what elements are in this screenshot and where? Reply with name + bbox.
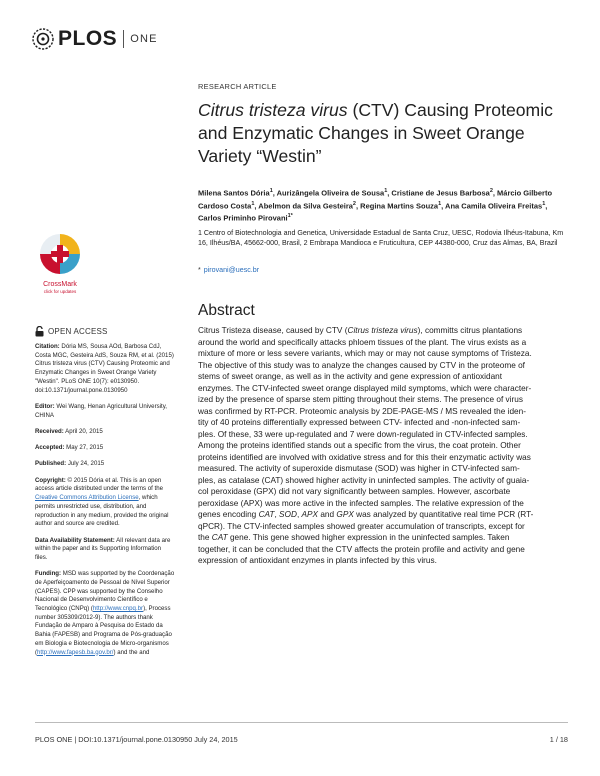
- abstract-body: [198, 325, 574, 567]
- journal-logo[interactable]: [31, 26, 158, 52]
- author-affiliation-marker: 1: [251, 200, 255, 207]
- abstract-line: ples, as catalase (CAT) showed higher activity in uninfected samples. The activity of guaia-: [198, 475, 530, 485]
- abstract-line: col peroxidase (GPX) did not vary significantly between samples. However, ascorbate: [198, 487, 511, 496]
- author-name[interactable]: Milena Santos Dória: [198, 188, 270, 198]
- author-name[interactable]: Márcio Gilberto Cardoso Costa: [198, 188, 553, 210]
- author-name[interactable]: Carlos Priminho Pirovani: [198, 213, 288, 223]
- funding-text: MSD was supported by the Coordenação de Aperfeiçoamento de Pessoal de Nível Superior (CAPES). CPP was supported by the Conselho Nacional de Desenvolvimento Científico e Tecnológico (CNPq) (: [35, 570, 175, 613]
- title-line-2: and Enzymatic Changes in Sweet Orange: [198, 123, 525, 143]
- article-title: [198, 99, 570, 168]
- funding-text-3: ) and the and: [113, 648, 150, 656]
- article-type: RESEARCH ARTICLE: [198, 82, 277, 91]
- email-marker: *: [198, 266, 201, 274]
- received-label: Received:: [35, 427, 64, 435]
- affiliations: 1 Centro of Biotechnologia and Genetica, Universidade Estadual de Santa Cruz, UESC, Rodovia Ilhéus-Itabuna, Km 16, Ilhéus/BA, 45662-000, Brasil, 2 Embrapa Mandioca e Fruticultura, CEP 44380-000, Cruz das Almas, BA, Brazil: [198, 229, 564, 247]
- corresponding-email-line: [198, 266, 570, 274]
- article-metadata-sidebar: [35, 343, 175, 665]
- abstract-line: proteins identified are involved with oxidative stress and for this their enzymatic activity was: [198, 452, 531, 462]
- published-block: [35, 460, 175, 469]
- author-affiliation-marker: 1: [542, 200, 546, 207]
- open-lock-icon: [35, 326, 44, 337]
- fapesb-link[interactable]: http://www.fapesb.ba.gov.br/: [37, 648, 114, 656]
- abstract-line: The objective of this study was to analyze the changes caused by CTV in the proteome of: [198, 360, 525, 370]
- author-affiliation-marker: 1: [384, 188, 388, 194]
- abstract-line: the CAT gene. This gene showed higher expression in the uninfected samples. Taken: [198, 533, 510, 542]
- editor-text: Wei Wang, Henan Agricultural University, CHINA: [35, 402, 167, 419]
- copyright-block: [35, 477, 175, 529]
- corresponding-email-link[interactable]: pirovani@uesc.br: [203, 266, 260, 274]
- author-affiliation-marker: 1*: [287, 213, 293, 219]
- abstract-line: around the world and specifically attacks phloem tissues of the plant. The virus exists as a: [198, 337, 527, 347]
- crossmark-label: CrossMark: [43, 281, 77, 288]
- plos-logo-icon: [31, 27, 55, 51]
- author-name[interactable]: Ana Camila Oliveira Freitas: [445, 201, 543, 210]
- author-name[interactable]: Abelmon da Silva Gesteira: [258, 201, 353, 210]
- data-availability-text: All relevant data are within the paper and its Supporting Information files.: [35, 536, 171, 561]
- license-link[interactable]: Creative Commons Attribution License: [35, 494, 139, 502]
- author-name[interactable]: Aurizângela Oliveira de Sousa: [276, 188, 385, 198]
- author-affiliation-marker: 2: [489, 188, 493, 194]
- accepted-block: [35, 444, 175, 453]
- published-date: July 24, 2015: [67, 460, 105, 468]
- editor-label: Editor:: [35, 402, 55, 410]
- author-affiliation-marker: 2: [352, 200, 356, 207]
- author-affiliation-marker: 1: [269, 188, 273, 194]
- received-date: April 20, 2015: [65, 427, 103, 435]
- funding-text-2: ), Process number 305309/2012-9). The authors thank Fundação de Amparo à Pesquisa do Estado da Bahia (FAPESB) and Programa de Pós-graduação em Biologia e Biotecnologia de Micro-organismos (: [35, 605, 172, 656]
- abstract-line: measured. The activity of superoxide dismutase (SOD) was higher in CTV-infected sam-: [198, 464, 520, 473]
- abstract-line: peroxidase (APX) was more active in the infected samples. The relative expression of the: [198, 498, 524, 508]
- citation-text: Dória MS, Sousa AOd, Barbosa CdJ, Costa MGC, Gesteira AdS, Souza RM, et al. (2015) Citrus tristeza virus (CTV) Causing Proteomic and Enzymatic Changes in Sweet Orange Variety "Westin". PLoS ONE 10(7): e0130950. doi:10.1371/journal.pone.0130950: [35, 343, 174, 394]
- data-availability-label: Data Availability Statement:: [35, 536, 115, 544]
- abstract-line: qPCR). The CTV-infected samples showed greater accumulation of transcripts, except for: [198, 521, 525, 531]
- abstract-line: mixture of more or less severe variants, which may or may not cause symptoms of Tristeza.: [198, 349, 532, 358]
- crossmark-badge[interactable]: [32, 232, 88, 294]
- abstract-line: tity of 40 proteins differentially expressed between CTV- infected and -non-infected sam-: [198, 418, 521, 427]
- abstract-heading: Abstract: [198, 302, 255, 319]
- author-list: Milena Santos Dória$^1$, Aurizângela Oliveira de Sousa$^1$, Cristiane de Jesus Barbosa$^2$, Márcio Gilberto Cardoso Costa$^1$, Abelmon da Silva Gesteira$^2$, Regina Martins Souza$^1$, Ana Camila Oliveira Freitas$^1$, Carlos Priminho Pirovani$^{1*}$: [198, 188, 553, 223]
- abstract-line: ized by the presence of sparse stem pitting throughout their stems. The presence of virus: [198, 395, 523, 404]
- abstract-line: together, it can be concluded that the CTV affects the protein profile and activity and gene: [198, 544, 525, 554]
- footer-divider: [35, 722, 568, 723]
- copyright-text-end: , which permits unrestricted use, distribution, and reproduction in any medium, provided the original author and source are credited.: [35, 494, 169, 528]
- abstract-line: expression of antioxidant enzymes in plants infected by this virus.: [198, 556, 437, 565]
- cnpq-link[interactable]: http://www.cnpq.br: [92, 605, 144, 613]
- crossmark-icon: [32, 232, 88, 276]
- page-number: 1 / 18: [549, 735, 568, 744]
- footer-citation: PLOS ONE | DOI:10.1371/journal.pone.0130950 July 24, 2015: [35, 735, 238, 744]
- accepted-date: May 27, 2015: [66, 444, 104, 452]
- crossmark-sublabel: click for updates: [43, 289, 77, 294]
- funding-block: [35, 570, 175, 657]
- abstract-line: ples. Of these, 33 were up-regulated and 7 were down-regulated in CTV-infected samples.: [198, 429, 528, 439]
- abstract-line: Citrus Tristeza disease, caused by CTV (Citrus tristeza virus), committs citrus plantations: [198, 326, 523, 335]
- data-availability-block: [35, 537, 175, 563]
- open-access-badge: [35, 326, 108, 337]
- logo-journal-name: ONE: [130, 33, 158, 45]
- citation-label: Citation:: [35, 343, 60, 350]
- title-italic: Citrus tristeza virus: [198, 100, 348, 120]
- logo-wordmark: PLOS: [58, 27, 118, 50]
- copyright-label: Copyright:: [35, 476, 66, 484]
- title-line-1: (CTV) Causing Proteomic: [347, 100, 553, 120]
- abstract-line: Among the proteins identified stands out a specific from the virus, the coat protein. Other: [198, 441, 521, 450]
- author-affiliation-marker: 1: [438, 200, 442, 207]
- abstract-line: genes encoding CAT, SOD, APX and GPX was analyzed by quantitative real time PCR (RT-: [198, 510, 534, 519]
- funding-label: Funding:: [35, 570, 62, 578]
- logo-divider: [123, 30, 124, 48]
- author-name[interactable]: Regina Martins Souza: [360, 201, 439, 210]
- abstract-line: was confirmed by RT-PCR. Proteomic analysis by 2DE-PAGE-MS / MS revealed the iden-: [198, 406, 526, 416]
- abstract-line: enzymes. The CTV-infected sweet orange displayed mild symptoms, which were character-: [198, 383, 532, 393]
- open-access-label: OPEN ACCESS: [48, 327, 108, 336]
- editor-block: [35, 403, 175, 420]
- citation-block: [35, 343, 175, 395]
- author-name[interactable]: Cristiane de Jesus Barbosa: [391, 188, 490, 198]
- abstract-line: stems of sweet orange, as well as in the activity and gene expression of antioxidant: [198, 372, 503, 381]
- accepted-label: Accepted:: [35, 444, 65, 452]
- published-label: Published:: [35, 460, 67, 468]
- copyright-text: © 2015 Dória et al. This is an open access article distributed under the terms of the: [35, 476, 164, 493]
- title-line-3: Variety “Westin”: [198, 146, 322, 166]
- received-block: [35, 428, 175, 437]
